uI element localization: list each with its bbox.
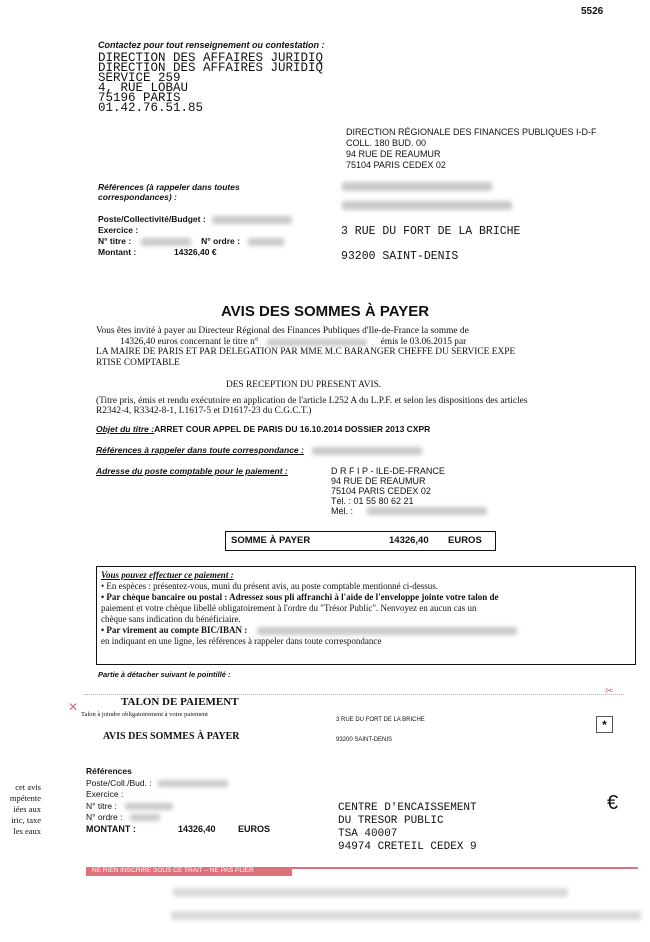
center-line: 94974 CRETEIL CEDEX 9 [338, 841, 477, 853]
talon-avis: AVIS DES SOMMES À PAYER [103, 731, 240, 742]
recipient-city: 93200 SAINT-DENIS [341, 250, 459, 263]
intro-line: Vous êtes invité à payer au Directeur Régional des Finances Publiques d'Ile-de-France la somme de [96, 326, 469, 336]
contact-line: 01.42.76.51.85 [98, 101, 204, 115]
payment-especes: • En espèces : présentez-vous, muni du présent avis, au poste comptable mentionné ci-dessus. [101, 581, 439, 591]
intro-line: LA MAIRE DE PARIS ET PAR DELEGATION PAR MME M.C BARANGER CHEFFE DU SERVICE EXPE [96, 347, 516, 357]
margin-line: iées aux [13, 804, 41, 814]
payment-virement-note: en indiquant en une ligne, les références à rappeler dans toute correspondance [101, 636, 382, 646]
cross-mark-icon: ✕ [68, 700, 79, 714]
redacted-email [367, 507, 487, 515]
sender-line: COLL. 180 BUD. 00 [346, 138, 427, 148]
payment-cheque: paiement et votre chèque libellé obligatoirement à l'ordre du "Trésor Public". Nenvoyez en aucun cas un [101, 603, 477, 613]
intro-line: émis le 03.06.2015 par [380, 336, 467, 347]
body-text [96, 326, 626, 417]
montant-value: 14326,40 € [174, 247, 217, 257]
center-line: DU TRESOR PUBLIC [338, 815, 444, 827]
poste-line: 94 RUE DE REAUMUR [331, 476, 426, 486]
intro-line: RTISE COMPTABLE [96, 357, 180, 368]
redacted-value [212, 216, 292, 224]
center-line: TSA 40007 [338, 828, 398, 840]
contact-line: 75196 PARIS [98, 91, 181, 105]
margin-line: les eaux [13, 826, 41, 836]
legal-line: (Titre pris, émis et rendu exécutoire en application de l'article L252 A du L.P.F. et selon les dispositions des articles [96, 395, 528, 406]
reception-line: DES RECEPTION DU PRESENT AVIS. [226, 380, 382, 390]
references-block [98, 182, 292, 258]
detach-note: Partie à détacher suivant le pointillé : [98, 670, 231, 679]
amount-box [225, 531, 496, 551]
contact-line: SERVICE 259 [98, 71, 181, 85]
payment-heading: Vous pouvez effectuer ce paiement : [101, 570, 234, 580]
titre-label: N° titre : [98, 236, 132, 246]
scissors-icon: ✂ [605, 686, 614, 697]
payment-methods-box [96, 566, 636, 665]
redacted-value [125, 803, 173, 810]
document-title: AVIS DES SOMMES À PAYER [220, 303, 430, 320]
margin-line: iric, taxe [11, 815, 41, 825]
talon-city: 93200 SAINT-DENIS [336, 737, 393, 743]
recipient-address: 3 RUE DU FORT DE LA BRICHE [341, 225, 521, 238]
redacted-value [248, 238, 284, 246]
talon-montant-label: MONTANT : [86, 823, 136, 834]
talon-title: TALON DE PAIEMENT [121, 696, 239, 708]
collection-center [338, 802, 477, 854]
redacted-value [158, 780, 228, 787]
ordre-label: N° ordre : [201, 236, 240, 246]
redacted-line [173, 888, 568, 897]
page-number: 5526 [581, 6, 604, 17]
sender-line: DIRECTION RÉGIONALE DES FINANCES PUBLIQUES I-D-F [346, 127, 597, 137]
poste-line: D R F I P - ILE-DE-FRANCE [331, 466, 445, 476]
margin-text [0, 782, 41, 837]
references-heading: Références (à rappeler dans toutes correspondances) : [98, 182, 240, 202]
talon-titre-label: N° titre : [86, 800, 117, 811]
margin-line: cet avis [15, 782, 41, 792]
cut-line [84, 694, 624, 695]
talon-address: 3 RUE DU FORT DE LA BRICHE [336, 717, 425, 723]
no-write-band-text: NE RIEN INSCRIRE SOUS CE TRAIT – NE PAS PLIER [92, 867, 254, 874]
redacted-value [141, 238, 191, 246]
mel-label: Mél. : [331, 506, 354, 516]
poste-label: Poste/Collectivité/Budget : [98, 214, 206, 224]
sender-line: 75104 PARIS CEDEX 02 [346, 160, 446, 170]
objet-label: Objet du titre : [96, 424, 155, 434]
talon-exercice-label: Exercice : [86, 789, 124, 799]
no-write-band [86, 867, 292, 876]
contact-line: DIRECTION DES AFFAIRES JURIDIQ [98, 51, 324, 65]
payment-cheque: • Par chèque bancaire ou postal : Adressez sous pli affranchi à l'aide de l'enveloppe jointe votre talon de [101, 592, 499, 602]
talon-poste-label: Poste/Coll./Bud. : [86, 777, 152, 788]
objet-value: ARRET COUR APPEL DE PARIS DU 16.10.2014 DOSSIER 2013 CXPR [154, 424, 431, 434]
payment-address [331, 466, 487, 516]
contact-line: DIRECTION DES AFFAIRES JURIDIQ [98, 61, 324, 75]
sender-line: 94 RUE DE REAUMUR [346, 149, 441, 159]
talon-montant-value: 14326,40 [178, 823, 216, 834]
redacted-value [267, 339, 367, 346]
exercice-label: Exercice : [98, 225, 139, 235]
talon-refs-heading: Références [86, 766, 132, 776]
correspondence-label: Références à rappeler dans toute correspondance : [96, 445, 304, 455]
sender-address [346, 127, 597, 171]
objet-row [96, 424, 430, 434]
redacted-line [171, 911, 641, 920]
amount-box-label: SOMME À PAYER [231, 535, 311, 546]
redacted-line [342, 201, 512, 210]
contact-line: 4, RUE LOBAU [98, 81, 189, 95]
center-line: CENTRE D'ENCAISSEMENT [338, 802, 477, 814]
legal-line: R2342-4, R3342-8-1, L1617-5 et D1617-23 du C.G.C.T.) [96, 406, 312, 416]
amount-box-value: 14326,40 [389, 535, 429, 546]
redacted-value [130, 814, 160, 821]
montant-label: Montant : [98, 247, 137, 257]
talon-montant-currency: EUROS [238, 823, 271, 834]
contact-block [98, 40, 325, 113]
redacted-value [312, 447, 422, 455]
talon-subtitle: Talon à joindre obligatoirement à votre paiement [81, 711, 208, 718]
talon-references [86, 766, 270, 835]
payment-virement: • Par virement au compte BIC/IBAN : [101, 625, 248, 635]
poste-line: 75104 PARIS CEDEX 02 [331, 486, 431, 496]
intro-line: 14326,40 euros concernant le titre n° [120, 336, 259, 347]
talon-ordre-label: N° ordre : [86, 812, 123, 822]
payment-cheque: chèque sans indication du bénéficiaire. [101, 614, 241, 624]
redacted-name [342, 182, 492, 191]
tel-line: Tél. : 01 55 80 62 21 [331, 496, 414, 506]
payment-address-label: Adresse du poste comptable pour le paiement : [96, 466, 288, 476]
star-box: * [596, 716, 613, 733]
contact-heading: Contactez pour tout renseignement ou contestation : [98, 40, 325, 50]
correspondence-refs [96, 445, 422, 455]
euro-icon: € [607, 792, 619, 814]
amount-box-currency: EUROS [448, 535, 482, 546]
redacted-iban [257, 627, 517, 635]
margin-line: mpétente [9, 793, 41, 803]
